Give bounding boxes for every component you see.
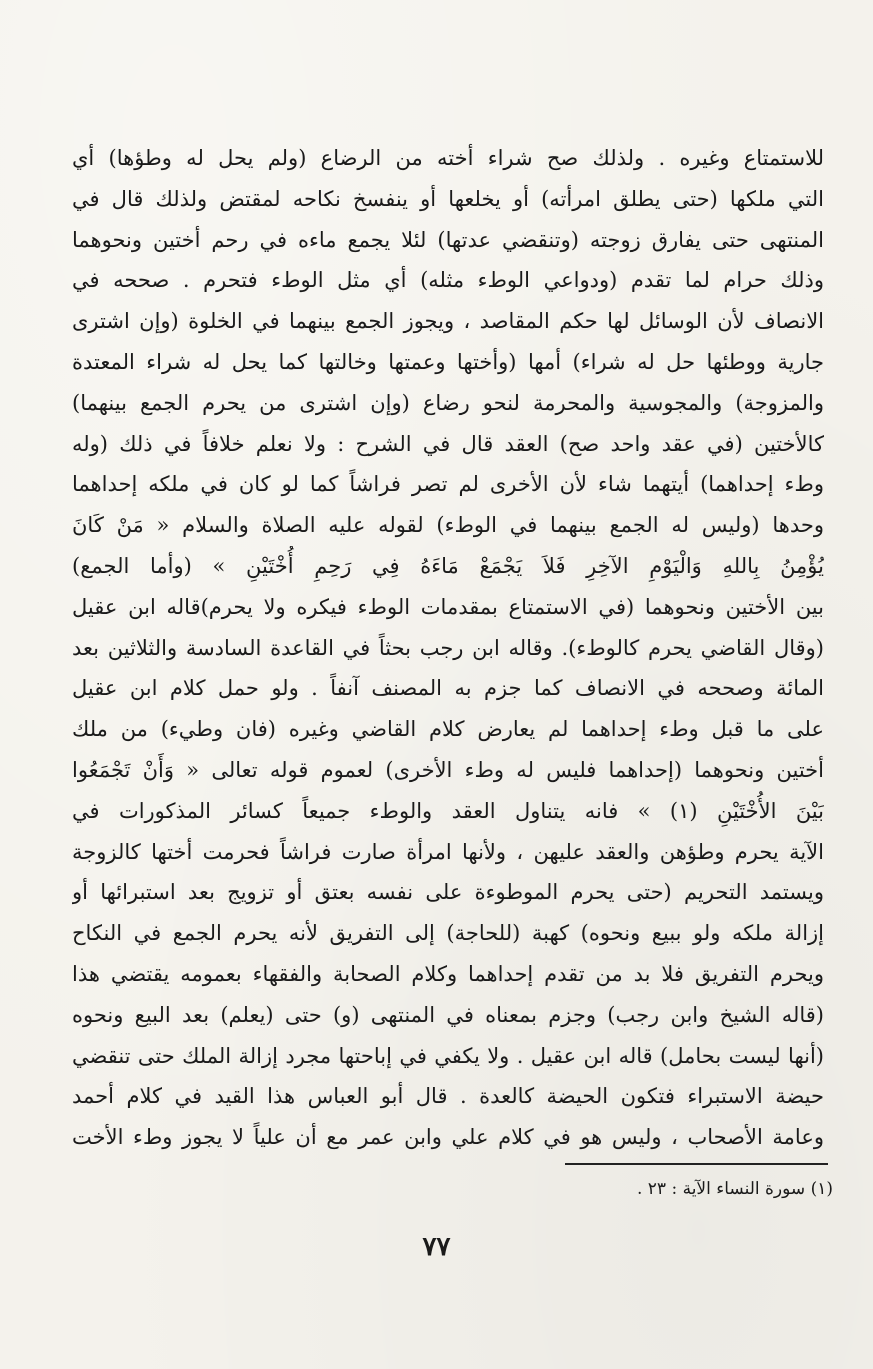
text-line: وذلك حرام لما تقدم (ودواعي الوطء مثله) أي مثل الوطء فتحرم . صححه في <box>72 268 824 293</box>
text-line: على ما قبل وطء إحداهما لم يعارض كلام القاضي وغيره (فان وطيء) من ملك <box>72 717 824 742</box>
text-line: جارية ووطئها حل له شراء) أمها (وأختها وعمتها وخالتها كما يحل له شراء المعتدة <box>72 349 824 374</box>
text-line: الانصاف لأن الوسائل لها حكم المقاصد ، ويجوز الجمع بينهما في الخلوة (وإن اشترى <box>72 309 824 334</box>
text-line: كالأختين (في عقد واحد صح) العقد قال في الشرح : ولا نعلم خلافاً في ذلك (وله <box>72 431 824 456</box>
text-line: ويستمد التحريم (حتى يحرم الموطوءة على نفسه بعتق أو تزويج بعد استبرائها أو <box>72 880 824 905</box>
text-line: وطء إحداهما) أيتهما شاء لأن الأخرى لم تصر فراشاً كما لو كان في ملكه إحداهما <box>72 472 824 497</box>
text-line: وحدها (وليس له الجمع بينهما في الوطء) لقوله عليه الصلاة والسلام « مَنْ كَانَ <box>72 513 824 538</box>
text-line: بَيْنَ الأُخْتَيْنِ (١) » فانه يتناول العقد والوطء جميعاً كسائر المذكورات في <box>72 798 824 823</box>
text-line: بين الأختين ونحوهما (في الاستمتاع بمقدمات الوطء فيكره ولا يحرم)قاله ابن عقيل <box>72 594 824 619</box>
text-line: الآية يحرم وطؤهن والعقد عليهن ، ولأنها امرأة صارت فراشاً فحرمت أختها كالزوجة <box>72 839 824 864</box>
text-line: التي ملكها (حتى يطلق امرأته) أو يخلعها أو ينفسخ نكاحه لمقتض ولذلك قال في <box>72 186 824 211</box>
text-line: يُؤْمِنُ بِاللهِ وَالْيَوْمِ الآخِرِ فَلاَ يَجْمَعْ مَاءَهُ فِي رَحِمِ أُخْتَيْنِ » (وأما الجمع) <box>72 553 824 578</box>
text-line: للاستمتاع وغيره . ولذلك صح شراء أخته من الرضاع (ولم يحل له وطؤها) أي <box>72 146 824 170</box>
text-line: (أنها ليست بحامل) قاله ابن عقيل . ولا يكفي في إباحتها مجرد إزالة الملك حتى تنقضي <box>72 1043 824 1068</box>
text-line: إزالة ملكه ولو ببيع ونحوه) كهبة (للحاجة) إلى التفريق لأنه يحرم الجمع في النكاح <box>72 921 824 946</box>
text-line: حيضة الاستبراء فتكون الحيضة كالعدة . قال أبو العباس هذا القيد في كلام أحمد <box>72 1084 824 1109</box>
text-line: (قاله الشيخ وابن رجب) وجزم بمعناه في المنتهى (و) حتى (يعلم) بعد البيع ونحوه <box>72 1002 824 1027</box>
text-line: أختين ونحوهما (إحداهما فليس له وطء الأخرى) لعموم قوله تعالى « وَأَنْ تَجْمَعُوا <box>72 757 824 782</box>
text-line: ويحرم التفريق فلا بد من تقدم إحداهما وكلام الصحابة والفقهاء بعمومه يقتضي هذا <box>72 961 824 986</box>
text-line: المائة وصححه في الانصاف كما جزم به المصنف آنفاً . ولو حمل كلام ابن عقيل <box>72 676 824 701</box>
text-line: المنتهى حتى يفارق زوجته (وتنقضي عدتها) لئلا يجمع ماءه في رحم أختين ونحوهما <box>72 227 824 252</box>
text-line: (وقال القاضي يحرم كالوطء). وقاله ابن رجب بحثاً في القاعدة السادسة والثلاثين بعد <box>72 635 824 660</box>
footnote-divider <box>565 1163 828 1165</box>
text-line: والمزوجة) والمجوسية والمحرمة لنحو رضاع (وإن اشترى من يحرم الجمع بينهما) <box>72 390 824 415</box>
body-text <box>72 138 824 1158</box>
text-line: وعامة الأصحاب ، وليس هو في كلام علي وابن عمر مع أن علياً لا يجوز وطء الأخت <box>72 1125 824 1150</box>
footnote: (١) سورة النساء الآية : ٢٣ . <box>636 1179 833 1199</box>
page-number: ٧٧ <box>422 1232 451 1262</box>
